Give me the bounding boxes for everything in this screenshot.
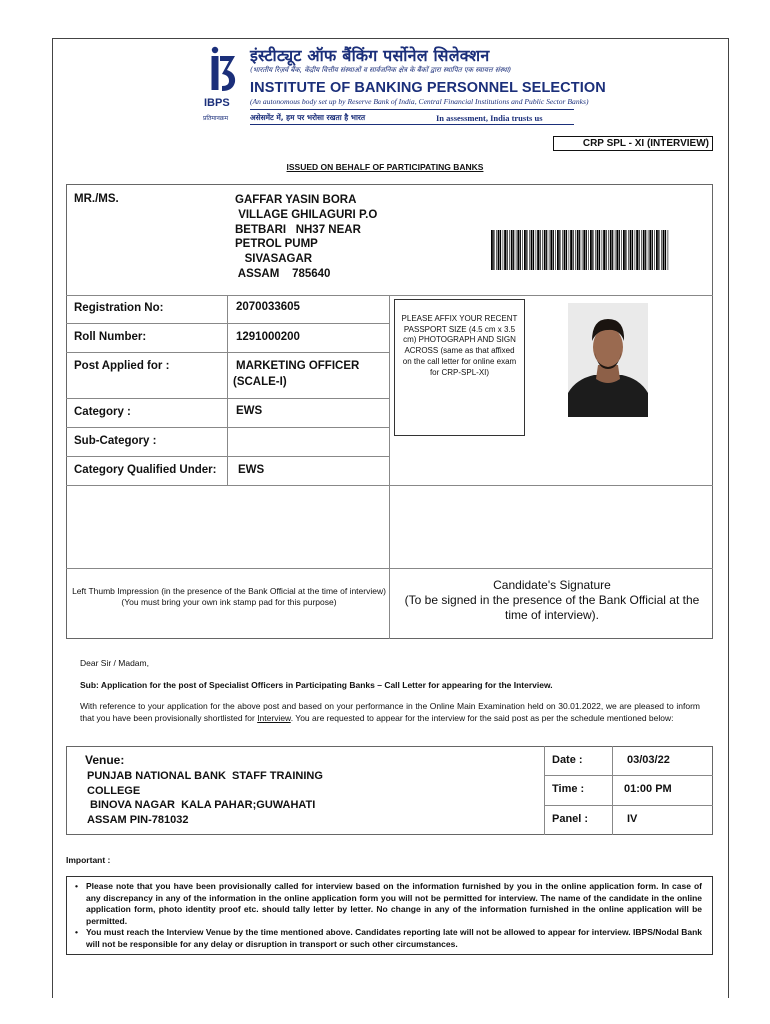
logo-text: IBPS <box>204 97 230 109</box>
venue-divider <box>544 775 713 776</box>
barcode-bar <box>668 230 669 270</box>
barcode-bar <box>507 230 508 270</box>
barcode-bar <box>658 230 659 270</box>
barcode-bar <box>619 230 620 270</box>
hindi-title: इंस्टीट्यूट ऑफ बैंकिंग पर्सोनेल सिलेक्शन <box>250 46 490 65</box>
barcode-bar <box>553 230 554 270</box>
barcode-bar <box>549 230 550 270</box>
institute-title: INSTITUTE OF BANKING PERSONNEL SELECTION <box>250 80 606 96</box>
letter-body-end: . You are requested to appear for the interview for the said post as per the schedule mentioned below: <box>290 712 674 723</box>
institute-subtitle: (An autonomous body set up by Reserve Bank of India, Central Financial Institutions and Public Sector Banks) <box>250 97 589 106</box>
important-list <box>75 881 702 950</box>
panel-label: Panel : <box>552 813 589 825</box>
venue-divider <box>612 746 613 835</box>
barcode-bar <box>610 230 612 270</box>
post-label: Post Applied for : <box>74 360 170 372</box>
barcode-bar <box>586 230 587 270</box>
barcode-bar <box>590 230 592 270</box>
barcode-bar <box>531 230 533 270</box>
venue-line: COLLEGE <box>87 784 141 797</box>
barcode-bar <box>569 230 570 270</box>
address-line: GAFFAR YASIN BORA <box>235 194 357 206</box>
address-line: PETROL PUMP <box>235 238 318 251</box>
barcode-bar <box>636 230 638 270</box>
table-divider <box>389 295 390 639</box>
thumb-line-1: Left Thumb Impression (in the presence of the Bank Official at the time of interview) <box>72 586 386 596</box>
candidate-photo <box>568 303 648 417</box>
registration-value: 2070033605 <box>236 301 300 313</box>
barcode-bar <box>635 230 636 270</box>
barcode-bar <box>516 230 517 270</box>
barcode-bar <box>544 230 546 270</box>
barcode-bar <box>648 230 649 270</box>
letter-body-start: With reference to your application for the above post and based on your performance in the Online Main Examination held on 30.01.2022, we are pleased to inform that you have been provisionally shortlisted for <box>80 701 700 723</box>
barcode-bar <box>500 230 501 270</box>
tagline-hindi: असेसमेंट में, हम पर भरोसा रखता है भारत <box>250 113 366 122</box>
barcode-bar <box>608 230 609 270</box>
barcode-bar <box>570 230 572 270</box>
registration-label: Registration No: <box>74 302 164 314</box>
venue-divider <box>544 805 713 806</box>
barcode-bar <box>496 230 497 270</box>
photo-affix-box <box>394 299 525 436</box>
address-line: BETBARI NH37 NEAR <box>235 223 361 236</box>
time-label: Time : <box>552 783 585 795</box>
barcode-bar <box>559 230 560 270</box>
post-scale: (SCALE-I) <box>233 376 287 388</box>
barcode-bar <box>623 230 625 270</box>
barcode-bar <box>603 230 605 270</box>
table-divider <box>66 485 713 486</box>
barcode-bar <box>509 230 510 270</box>
subcategory-label: Sub-Category : <box>74 435 157 447</box>
barcode-bar <box>540 230 541 270</box>
barcode-bar <box>524 230 526 270</box>
barcode-bar <box>536 230 537 270</box>
photo-notice-text: PLEASE AFFIX YOUR RECENT PASSPORT SIZE (4.5 cm x 3.5 cm) PHOTOGRAPH AND SIGN ACROSS (same as that affixed on the call letter for online exam for CRP-SPL-XI) <box>401 314 518 377</box>
barcode-bar <box>665 230 666 270</box>
barcode-bar <box>517 230 519 270</box>
signature-line-2: (To be signed in the presence of the Bank Official at the time of interview). <box>404 593 700 622</box>
header-divider <box>250 109 574 110</box>
barcode-bar <box>588 230 589 270</box>
barcode <box>491 230 671 270</box>
thumb-line-2: (You must bring your own ink stamp pad for this purpose) <box>121 597 337 607</box>
tagline-english: In assessment, India trusts us <box>436 113 543 123</box>
barcode-bar <box>654 230 655 270</box>
barcode-bar <box>493 230 494 270</box>
barcode-bar <box>577 230 579 270</box>
barcode-bar <box>612 230 613 270</box>
barcode-bar <box>546 230 547 270</box>
name-label: MR./MS. <box>74 193 119 205</box>
barcode-bar <box>529 230 530 270</box>
issued-text: ISSUED ON BEHALF OF PARTICIPATING BANKS <box>286 162 484 172</box>
barcode-bar <box>599 230 600 270</box>
barcode-bar <box>579 230 580 270</box>
qualified-value: EWS <box>238 464 265 476</box>
barcode-bar <box>597 230 599 270</box>
venue-line: PUNJAB NATIONAL BANK STAFF TRAINING <box>87 770 323 782</box>
letter-body <box>80 701 700 724</box>
venue-divider <box>544 746 545 835</box>
barcode-bar <box>625 230 626 270</box>
post-value: MARKETING OFFICER <box>236 360 360 372</box>
table-divider <box>66 352 389 353</box>
barcode-bar <box>645 230 646 270</box>
barcode-bar <box>621 230 622 270</box>
barcode-bar <box>639 230 640 270</box>
date-label: Date : <box>552 754 583 766</box>
thumb-impression-note <box>70 586 388 608</box>
barcode-bar <box>656 230 658 270</box>
barcode-bar <box>533 230 534 270</box>
venue-line: BINOVA NAGAR KALA PAHAR;GUWAHATI <box>87 799 316 811</box>
barcode-bar <box>491 230 493 270</box>
barcode-bar <box>575 230 576 270</box>
barcode-bar <box>542 230 543 270</box>
letter-subject: Sub: Application for the post of Specialist Officers in Participating Banks – Call Letter for appearing for the Interview. <box>80 680 553 690</box>
barcode-bar <box>504 230 506 270</box>
barcode-bar <box>555 230 556 270</box>
barcode-bar <box>643 230 645 270</box>
interview-word: Interview <box>257 712 291 723</box>
date-value: 03/03/22 <box>627 754 670 766</box>
roll-number-label: Roll Number: <box>74 331 147 343</box>
ibps-logo <box>203 46 241 124</box>
barcode-bar <box>649 230 651 270</box>
table-divider <box>66 427 389 428</box>
category-value: EWS <box>236 405 263 417</box>
signature-line-1: Candidate's Signature <box>493 578 611 592</box>
barcode-bar <box>616 230 618 270</box>
barcode-bar <box>557 230 559 270</box>
table-divider <box>66 323 389 324</box>
table-divider <box>66 568 713 569</box>
address-line: VILLAGE GHILAGURI P.O <box>235 208 378 221</box>
address-line: SIVASAGAR <box>235 253 313 266</box>
table-divider <box>66 295 713 296</box>
barcode-bar <box>573 230 574 270</box>
barcode-bar <box>511 230 513 270</box>
venue-address <box>87 769 323 827</box>
hindi-subtitle: (भारतीय रिज़र्व बैंक, केंद्रीय वित्तीय संस्थाओं व सार्वजनिक क्षेत्र के बैंकों द्वारा स्थापित एक स्वायत्त संस्था) <box>250 66 512 74</box>
barcode-bar <box>632 230 633 270</box>
category-label: Category : <box>74 406 131 418</box>
barcode-bar <box>615 230 616 270</box>
barcode-bar <box>513 230 514 270</box>
table-divider <box>66 398 389 399</box>
barcode-bar <box>661 230 662 270</box>
barcode-bar <box>526 230 527 270</box>
table-divider <box>66 456 389 457</box>
barcode-bar <box>520 230 521 270</box>
important-point: • You must reach the Interview Venue by the time mentioned above. Candidates reporting late will not be allowed to appear for interview. IBPS/Nodal Bank will not be responsible for any delay or disruption in transport or such other circumstances. <box>75 927 702 950</box>
barcode-bar <box>582 230 583 270</box>
header-divider-bottom <box>250 124 574 125</box>
address-line: ASSAM 785640 <box>235 267 331 280</box>
barcode-bar <box>503 230 504 270</box>
logo-hindi: प्रतिमानक्रम <box>203 115 229 122</box>
barcode-bar <box>652 230 653 270</box>
barcode-bar <box>641 230 642 270</box>
barcode-bar <box>606 230 607 270</box>
barcode-bar <box>562 230 563 270</box>
barcode-bar <box>602 230 603 270</box>
roll-number-value: 1291000200 <box>236 331 300 343</box>
important-point: • Please note that you have been provisionally called for interview based on the information furnished by you in the online application form. In case of any discrepancy in any of the information in the online application form you will not be permitted for interview. The name of the candidate in the online application form, photo identity proof etc. should tally letter by letter. No change in any of the information furnished in the online application will be permitted. <box>75 881 702 927</box>
barcode-bar <box>595 230 596 270</box>
signature-note <box>392 578 712 623</box>
qualified-label: Category Qualified Under: <box>74 464 217 476</box>
barcode-bar <box>537 230 539 270</box>
barcode-bar <box>592 230 593 270</box>
barcode-bar <box>583 230 585 270</box>
barcode-bar <box>628 230 629 270</box>
barcode-bar <box>663 230 665 270</box>
exam-code-box: CRP SPL - XI (INTERVIEW) <box>553 136 713 151</box>
salutation: Dear Sir / Madam, <box>80 658 149 668</box>
venue-label: Venue: <box>85 753 125 767</box>
barcode-bar <box>630 230 632 270</box>
venue-line: ASSAM PIN-781032 <box>87 813 189 826</box>
time-value: 01:00 PM <box>624 783 672 795</box>
barcode-bar <box>522 230 523 270</box>
barcode-bar <box>498 230 500 270</box>
important-box <box>66 876 713 955</box>
issued-on-behalf <box>0 162 770 172</box>
barcode-bar <box>550 230 552 270</box>
barcode-bar <box>564 230 566 270</box>
barcode-bar <box>566 230 567 270</box>
important-label: Important : <box>66 855 111 865</box>
panel-value: IV <box>627 813 638 825</box>
candidate-address <box>235 193 377 282</box>
